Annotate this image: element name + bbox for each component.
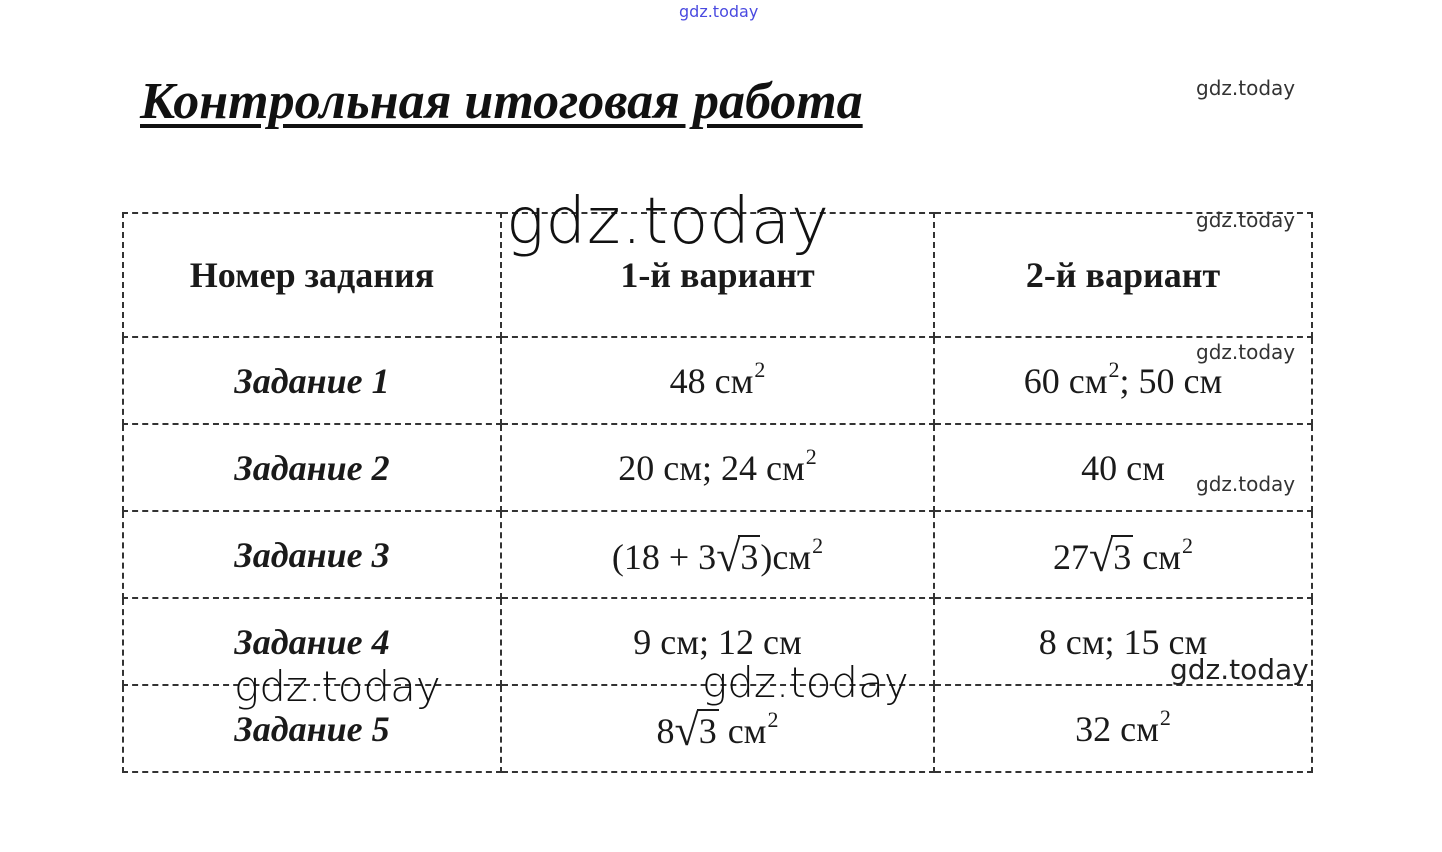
answer-text: )см	[760, 537, 812, 577]
answer-text: 32 см	[1075, 708, 1159, 749]
variant-2-answer	[934, 685, 1312, 772]
sqrt-symbol: √	[716, 532, 741, 581]
answer-exponent: 2	[754, 356, 766, 382]
sqrt-argument: 3	[1113, 537, 1132, 577]
answer-exponent: 2	[805, 443, 817, 469]
answer-text: 8 см; 15 см	[1038, 621, 1208, 662]
watermark-bottom-center: gdz.today	[702, 658, 909, 707]
sqrt-symbol: √	[674, 706, 699, 755]
answer-text: 40 см	[1081, 447, 1165, 488]
answer-exponent: 2	[1108, 356, 1120, 382]
task-label: Задание 5	[123, 685, 501, 772]
sqrt-symbol: √	[1089, 532, 1114, 581]
variant-1-answer	[501, 511, 934, 598]
variant-1-answer	[501, 424, 934, 511]
page-title: Контрольная итоговая работа	[140, 73, 863, 130]
variant-1-answer	[501, 337, 934, 424]
answer-text: 8	[656, 711, 675, 751]
watermark-corner: gdz.today	[1196, 472, 1296, 496]
variant-2-answer	[934, 424, 1312, 511]
header-variant-1: 1-й вариант	[501, 213, 934, 337]
watermark-corner: gdz.today	[1196, 76, 1296, 100]
task-label: Задание 3	[123, 511, 501, 598]
watermark-large: gdz.today	[506, 185, 830, 259]
answer-text: см	[1133, 537, 1181, 577]
watermark-corner: gdz.today	[1196, 340, 1296, 364]
task-label: Задание 1	[123, 337, 501, 424]
header-variant-2: 2-й вариант	[934, 213, 1312, 337]
answer-text: 48 см	[669, 360, 754, 401]
table-row	[123, 337, 1312, 424]
answer-text: (18 + 3	[611, 537, 717, 577]
answer-exponent: 2	[812, 533, 824, 558]
variant-2-answer	[934, 511, 1312, 598]
answer-text-tail: ; 50 см	[1119, 360, 1223, 401]
watermark-corner: gdz.today	[1196, 208, 1296, 232]
answer-text: 9 см; 12 см	[633, 621, 802, 662]
task-label: Задание 2	[123, 424, 501, 511]
answer-text: 20 см; 24 см	[618, 447, 805, 488]
task-label: Задание 4	[123, 598, 501, 685]
watermark-bottom-left: gdz.today	[234, 662, 441, 711]
sqrt-argument: 3	[698, 711, 717, 751]
watermark-corner: gdz.today	[1170, 653, 1309, 686]
sqrt-argument: 3	[740, 537, 759, 577]
answer-exponent: 2	[767, 707, 779, 732]
answer-text: 27	[1053, 537, 1090, 577]
table-row	[123, 511, 1312, 598]
table-row	[123, 424, 1312, 511]
answer-exponent: 2	[1159, 704, 1171, 730]
answer-text: 60 см	[1023, 360, 1108, 401]
answer-text: см	[718, 711, 767, 751]
answer-exponent: 2	[1181, 533, 1193, 558]
watermark-top: gdz.today	[679, 2, 759, 21]
header-task-number: Номер задания	[123, 213, 501, 337]
